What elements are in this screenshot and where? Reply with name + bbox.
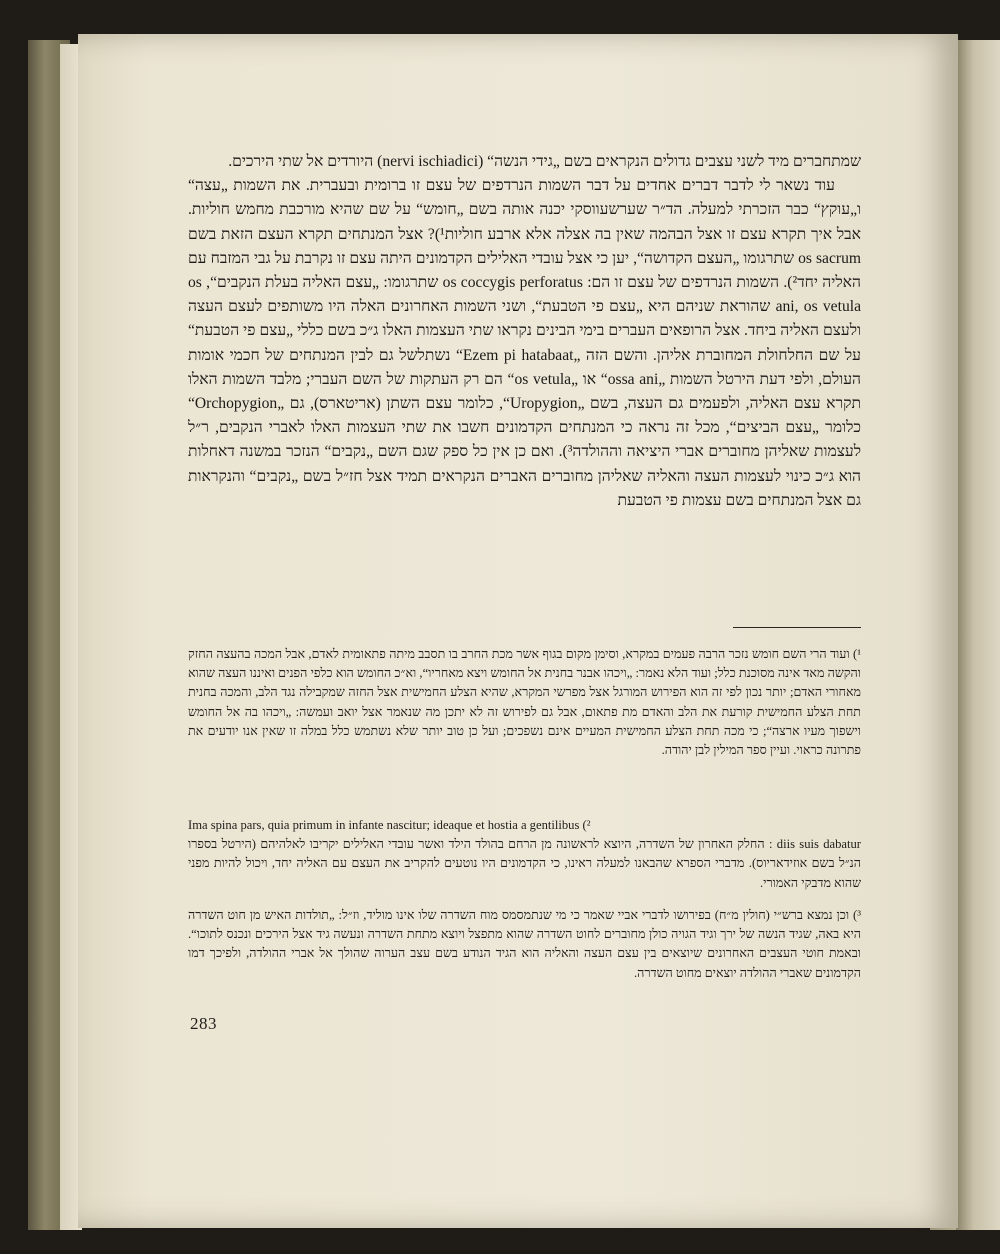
paragraph-1: שמתחברים מיד לשני עצבים גדולים הנקראים בשם „גידי הנשה“ (nervi ischiadici) היורדים אל שתי הירכים.: [228, 153, 861, 170]
footnote-2: [188, 816, 861, 893]
footnote-2-latin: Ima spina pars, quia primum in infante nascitur; ideaque et hostia a gentilibus (²: [188, 818, 591, 832]
footnote-2-latin-end: diis suis dabatur: [776, 837, 861, 852]
footnote-2-hebrew: : החלק האחרון של השדרה, היוצא לראשונה מן הרחם בהולד הילד ואשר עובדי האלילים יקריבו לאלהיהם (הירטל בספרו הנ״ל בשם אוזידאריוס). מדברי הספרא שהבאנו למעלה ראינו, כי הקדמונים היו נוטעים להקריב את העצם עם האליה יחד, ויכול להיות מפני שהוא מדבקי האמורי.: [188, 837, 861, 890]
footnote-divider: [733, 627, 861, 628]
main-text: [188, 150, 861, 513]
paragraph-2: עוד נשאר לי לדבר דברים אחדים על דבר השמות הנרדפים של עצם זו ברומית ובעברית. את השמות „עצה“ ו„עוקץ“ כבר הזכרתי למעלה. הד״ר שערשעווסקי יכנה אותה בשם „חומש“ על שם שהיא מורכבת מחמש חוליות. אבל איך תקרא עצם זו אצל הבהמה שאין בה אצלה אלא ארבע חוליות¹)? אצל המנתחים תקרא העצם הזאת בשם os sacrum שתרגומו „העצם הקדושה“, יען כי אצל עובדי האלילים הקדמונים היתה עצם זו נקרבת על גבי המזבח עם האליה יחד²). השמות הנרדפים של עצם זו הם: os coccygis perforatus שתרגומו: „עצם האליה בעלת הנקבים“, os ani, os vetula שהוראת שניהם היא „עצם פי הטבעת“, ושני השמות האחרונים האלה היו משותפים לעצם העצה ולעצם האליה ביחד. אצל הרופאים העברים בימי הבינים נקראו שתי העצמות האלו ג״כ בשם כללי „עצם פי הטבעת“ על שם החלחולת המחוברת אליהן. והשם הזה „Ezem pi hatabaat“ נשתלשל גם לבין המנתחים של חכמי אומות העולם, ולפי דעת הירטל השמות „ossa ani“ או „os vetula“ הם רק העתקות של השם העברי; מלבד השמות האלו תקרא עצם האליה, ולפעמים גם העצה, בשם „Uropygion“, כלומר עצם השתן (אריטארס), גם „Orchopygion“ כלומר „עצם הביצים“, מכל זה נראה כי המנתחים הקדמונים חשבו את שתי העצמות האלו לאברי הנקבים, ר״ל לעצמות שאליהן מחוברים אברי היציאה וההולדה³). ואם כן אין כל ספק שגם השם „נקבים“ הנזכר במשנה דאחלות הוא ג״כ כינוי לעצמות העצה והאליה שאליהן מחוברים האברים הנקראים תמיד אצל חז״ל בשם „נקבים“ והנקראות גם אצל המנתחים בשם עצמות פי הטבעת: [188, 177, 862, 509]
footnote-3: ³) וכן נמצא ברש״י (חולין מ״ח) בפירושו לדברי אביי שאמר כי מי שנתמסמס מוח השדרה שלו אינו מוליד, וז״ל: „תולדות האיש מן חוט השדרה היא באה, שגיד הנשה של ירך וגיד הגויה כולן מחוברים לחוט השדרה שהוא מתפצל ויוצא מתחת השדרה ונעשה גיד אצל הירכים ונכנס לתוכו“. ובאמת חוטי העצבים האחרונים שיוצאים בין עצם העצה והאליה הוא הגיד הנודע בשם עצב הערוה שהולך אל אברי ההולדה, ולפיכך דמו הקדמונים שאברי ההולדה יוצאים מחוט השדרה.: [188, 908, 861, 980]
adjacent-page-edge: [956, 40, 1000, 1230]
footnote-1: ¹) ועוד הרי השם חומש נזכר הרבה פעמים במקרא, וסימן מקום בגוף אשר מכת החרב בו תסבב מיתה פתאומית לאדם, אבל המכה בהעצה החזק והקשה מאד אינה מסוכנת כלל; ועוד הלא נאמר: „ויכהו אבנר בחנית אל החומש ויצא מאחריו“, וא״כ החומש הוא כלפי הפנים ואיננו העצה שהוא מאחורי האדם; יותר נכון לפי זה הוא הפירוש המורגל אצל מפרשי המקרא, שהיא הצלע החמישית אצל החזה שמקבילה נגד הלב, והמכה בחנית תחת הצלע החמישית קורעת את הלב והאדם מת פתאום, אבל גם לפירוש זה לא יתכן מה שנאמר אצל יואב ועמשה: „ויכהו בה אל החומש וישפוך מעיו ארצה“; כי מכה תחת הצלע החמישית המעיים אינם נשפכים; ועל כן טוב יותר שלא נשתמש כלל במלה זו שאין אנו יודעים את פתרונה כראוי. ועיין ספר המילין לבן יהודה.: [188, 647, 861, 758]
page-number: 283: [190, 1014, 217, 1033]
